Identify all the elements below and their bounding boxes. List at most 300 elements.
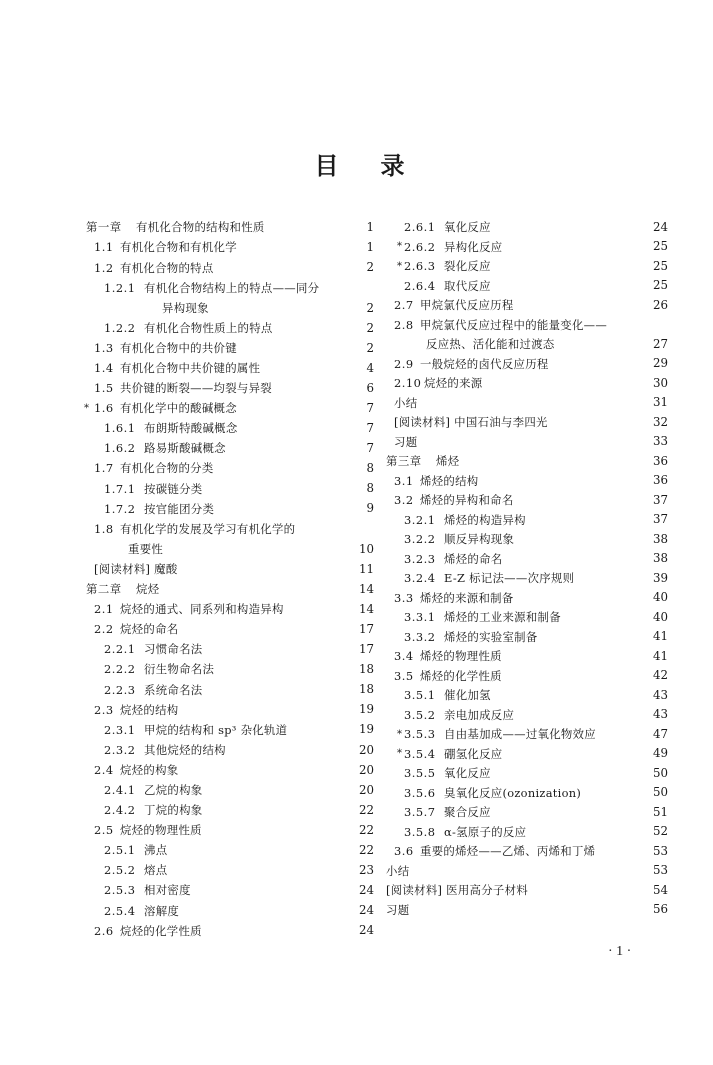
entry-number: 1.8 (94, 521, 114, 536)
toc-entry[interactable] (86, 841, 374, 861)
entry-page: 17 (358, 642, 374, 657)
entry-number: 3.3.2 (404, 629, 436, 644)
dot-leader (206, 805, 355, 817)
entry-number: 3.3 (394, 590, 414, 605)
entry-title: 甲烷氯代反应历程 (420, 298, 514, 313)
entry-number: 3.1 (394, 473, 414, 488)
dot-leader (218, 503, 356, 515)
entry-page: 24 (652, 219, 668, 234)
entry-title: 溶解度 (144, 903, 180, 918)
toc-entry[interactable] (86, 379, 374, 399)
dot-leader (530, 514, 649, 526)
toc-entry[interactable] (386, 530, 668, 550)
dot-leader (206, 483, 356, 495)
toc-entry[interactable] (386, 686, 668, 706)
dot-leader (182, 765, 355, 777)
toc-entry[interactable] (86, 901, 374, 921)
dot-leader (421, 436, 649, 448)
toc-entry[interactable] (86, 781, 374, 801)
entry-title: [阅读材料] 中国石油与李四光 (394, 415, 548, 430)
entry-number: 2.6.2 (404, 239, 436, 254)
toc-entry[interactable] (86, 278, 374, 298)
entry-number: 3.5.4 (404, 746, 436, 761)
entry-number: 2.7 (394, 298, 414, 313)
dot-leader (486, 378, 649, 390)
toc-entry[interactable] (86, 720, 374, 740)
toc-entry[interactable] (386, 784, 668, 804)
dot-leader (506, 748, 649, 760)
entry-page: 38 (652, 531, 668, 546)
entry-page: 32 (652, 414, 668, 429)
toc-entry[interactable] (386, 472, 668, 492)
entry-title: 有机化合物的分类 (120, 461, 214, 476)
entry-number: 2.8 (394, 317, 414, 332)
entry-page: 36 (652, 473, 668, 488)
toc-entry[interactable] (86, 761, 374, 781)
entry-page: 25 (652, 258, 668, 273)
entry-page: 36 (652, 453, 668, 468)
optional-marker: * (397, 260, 402, 272)
entry-title: E-Z 标记法——次序规则 (444, 571, 575, 586)
entry-page: 47 (652, 726, 668, 741)
entry-title: 有机化合物性质上的特点 (144, 320, 273, 335)
entry-number: 1.7.2 (104, 501, 136, 516)
toc-entry[interactable] (86, 700, 374, 720)
dot-leader (506, 241, 649, 253)
entry-title: 衍生物命名法 (144, 662, 215, 677)
toc-entry[interactable] (386, 355, 668, 375)
dot-leader (182, 704, 355, 716)
entry-page: 51 (652, 804, 668, 819)
dot-leader (163, 584, 355, 596)
entry-title: 烯烃的构造异构 (444, 512, 526, 527)
dot-leader (495, 280, 649, 292)
entry-number: 1.6.1 (104, 421, 136, 436)
toc-entry-continuation[interactable] (86, 298, 374, 318)
entry-title: 乙烷的构象 (144, 782, 203, 797)
toc-entry[interactable] (386, 511, 668, 531)
dot-leader (506, 651, 649, 663)
entry-title: 布朗斯特酸碱概念 (144, 421, 238, 436)
entry-number: 3.5.1 (404, 688, 436, 703)
toc-entry[interactable] (386, 569, 668, 589)
toc-entry[interactable] (86, 921, 374, 941)
entry-page: 2 (366, 300, 374, 315)
toc-entry[interactable] (386, 881, 668, 901)
entry-page: 2 (366, 260, 374, 275)
entry-page: 25 (652, 278, 668, 293)
entry-page: 20 (358, 782, 374, 797)
entry-title: 烯烃的工业来源和制备 (444, 610, 561, 625)
toc-entry[interactable] (386, 842, 668, 862)
entry-title: 路易斯酸碱概念 (144, 441, 226, 456)
entry-title: 有机化学中的酸碱概念 (120, 401, 237, 416)
entry-title: 共价键的断裂——均裂与异裂 (120, 381, 272, 396)
title-char-1: 目 (314, 152, 339, 180)
dot-leader (413, 904, 649, 916)
entry-title: 有机化学的发展及学习有机化学的 (120, 521, 296, 536)
toc-entry[interactable] (86, 399, 374, 419)
entry-number: 3.5.5 (404, 766, 436, 781)
toc-entry-continuation[interactable] (386, 335, 668, 355)
entry-page: 42 (652, 668, 668, 683)
toc-entry[interactable] (386, 745, 668, 765)
toc-entry[interactable] (386, 764, 668, 784)
entry-title: 烯烃的来源和制备 (420, 590, 514, 605)
dot-leader (206, 785, 355, 797)
entry-page: 25 (652, 239, 668, 254)
entry-title: 烷烃的构象 (120, 762, 179, 777)
entry-page: 37 (652, 492, 668, 507)
entry-number: 第三章 (386, 454, 422, 469)
entry-number: 2.5.1 (104, 843, 136, 858)
toc-entry[interactable] (86, 258, 374, 278)
entry-page: 29 (652, 356, 668, 371)
toc-entry[interactable] (86, 339, 374, 359)
entry-number: 3.6 (394, 844, 414, 859)
entry-number: 2.2 (94, 622, 114, 637)
entry-number: 1.6 (94, 401, 114, 416)
entry-number: 2.3.2 (104, 742, 136, 757)
toc-entry[interactable] (86, 499, 374, 519)
entry-page: 50 (652, 765, 668, 780)
entry-page: 7 (366, 400, 374, 415)
toc-entry[interactable] (386, 413, 668, 433)
entry-title: 烷烃的通式、同系列和构造异构 (120, 602, 284, 617)
entry-title: 烯烃的异构和命名 (420, 493, 514, 508)
entry-title: 裂化反应 (444, 259, 491, 274)
entry-title: 小结 (394, 395, 418, 410)
entry-title: 烯烃 (436, 454, 460, 469)
entry-page: 52 (652, 824, 668, 839)
entry-title: 熔点 (144, 863, 168, 878)
toc-entry[interactable] (86, 600, 374, 620)
entry-page: 20 (358, 762, 374, 777)
entry-title: 沸点 (144, 843, 168, 858)
toc-entry[interactable] (386, 667, 668, 687)
toc-entry[interactable] (386, 608, 668, 628)
entry-number: 2.5.3 (104, 883, 136, 898)
dot-leader (495, 261, 649, 273)
toc-entry[interactable] (86, 660, 374, 680)
toc-entry[interactable] (386, 725, 668, 745)
entry-number: 3.5.8 (404, 824, 436, 839)
entry-title-continued: 反应热、活化能和过渡态 (426, 337, 555, 352)
toc-entry[interactable] (86, 861, 374, 881)
entry-number: 3.5.7 (404, 805, 436, 820)
entry-page: 23 (358, 863, 374, 878)
toc-entry[interactable] (86, 419, 374, 439)
toc-entry[interactable] (86, 459, 374, 479)
entry-number: 1.1 (94, 240, 114, 255)
entry-number: 3.5 (394, 668, 414, 683)
toc-entry[interactable] (86, 640, 374, 660)
entry-number: 3.5.6 (404, 785, 436, 800)
entry-title: 烷烃的物理性质 (120, 823, 202, 838)
optional-marker: * (397, 748, 402, 760)
entry-number: 1.4 (94, 361, 114, 375)
entry-page: 30 (652, 375, 668, 390)
entry-title: [阅读材料] 魔酸 (94, 561, 178, 576)
toc-entry[interactable] (86, 479, 374, 499)
toc-entry[interactable] (86, 620, 374, 640)
toc-entry[interactable] (386, 628, 668, 648)
toc-entry[interactable] (386, 706, 668, 726)
entry-title: 烷烃的来源 (424, 376, 483, 391)
entry-page: 18 (358, 682, 374, 697)
entry-title: 一般烷烃的卤代反应历程 (420, 356, 549, 371)
entry-title: 重要的烯烃——乙烯、丙烯和丁烯 (420, 844, 596, 859)
entry-number: 2.4 (94, 762, 114, 777)
entry-title: 有机化合物和有机化学 (120, 240, 237, 255)
entry-page: 56 (652, 902, 668, 917)
entry-number: 2.1 (94, 602, 114, 617)
dot-leader (242, 423, 356, 435)
toc-entry[interactable] (86, 821, 374, 841)
entry-title: 烯烃的结构 (420, 473, 479, 488)
toc-entry[interactable] (386, 316, 668, 336)
entry-title: 甲烷的结构和 sp³ 杂化轨道 (144, 722, 288, 737)
entry-title: 顺反异构现象 (444, 532, 515, 547)
toc-entry[interactable] (386, 257, 668, 277)
entry-number: 2.6.4 (404, 278, 436, 293)
dot-leader (269, 222, 356, 234)
entry-number: 2.2.2 (104, 662, 136, 677)
toc-entry[interactable] (386, 823, 668, 843)
dot-leader (277, 323, 356, 335)
entry-page: 19 (358, 722, 374, 737)
entry-number: 3.4 (394, 649, 414, 664)
dot-leader (518, 534, 649, 546)
toc-entry[interactable] (386, 277, 668, 297)
toc-left-column (86, 218, 374, 941)
toc-entry[interactable] (386, 647, 668, 667)
entry-title: 有机化合物的结构和性质 (136, 220, 265, 235)
entry-title: 烯烃的实验室制备 (444, 629, 538, 644)
dot-leader (585, 787, 649, 799)
entry-page: 18 (358, 662, 374, 677)
entry-page: 11 (358, 561, 374, 576)
toc-entry[interactable] (86, 680, 374, 700)
dot-leader (518, 300, 649, 312)
dot-leader (264, 363, 356, 375)
entry-number: 2.5.4 (104, 903, 136, 918)
dot-leader (213, 302, 356, 314)
entry-title: 按碳链分类 (144, 481, 203, 496)
entry-page: 24 (358, 883, 374, 898)
toc-entry[interactable] (386, 218, 668, 238)
entry-page: 54 (652, 882, 668, 897)
toc-entry[interactable] (386, 491, 668, 511)
entry-number: 3.3.1 (404, 610, 436, 625)
toc-entry[interactable] (386, 296, 668, 316)
entry-number: 第二章 (86, 582, 122, 597)
entry-title: 习惯命名法 (144, 642, 203, 657)
dot-leader (241, 343, 356, 355)
dot-leader (495, 768, 649, 780)
entry-page: 27 (652, 336, 668, 351)
dot-leader (506, 553, 649, 565)
entry-title: 氧化反应 (444, 766, 491, 781)
dot-leader (230, 443, 356, 455)
dot-leader (195, 885, 355, 897)
entry-page: 14 (358, 601, 374, 616)
dot-leader (413, 865, 649, 877)
toc-entry[interactable] (86, 740, 374, 760)
toc-entry-continuation[interactable] (86, 540, 374, 560)
entry-page: 49 (652, 746, 668, 761)
toc-entry[interactable] (386, 901, 668, 921)
entry-page: 10 (358, 541, 374, 556)
entry-number: 3.2.1 (404, 512, 436, 527)
dot-leader (167, 544, 355, 556)
dot-leader (495, 807, 649, 819)
toc-entry[interactable] (86, 359, 374, 379)
entry-page: 7 (366, 441, 374, 456)
dot-leader (218, 463, 356, 475)
toc-entry[interactable] (86, 318, 374, 338)
dot-leader (182, 624, 355, 636)
dot-leader (171, 845, 355, 857)
entry-number: 2.4.1 (104, 782, 136, 797)
dot-leader (599, 846, 649, 858)
entry-title: 亲电加成反应 (444, 707, 515, 722)
entry-page: 53 (652, 843, 668, 858)
entry-number: 1.2.1 (104, 280, 136, 295)
entry-page: 26 (652, 297, 668, 312)
entry-number: 1.7 (94, 461, 114, 476)
entry-title: 烯烃的化学性质 (420, 668, 502, 683)
entry-title: 有机化合物的特点 (120, 260, 214, 275)
toc-entry[interactable] (386, 452, 668, 472)
page-title (0, 146, 713, 181)
entry-page: 7 (366, 421, 374, 436)
optional-marker: * (84, 402, 89, 414)
entry-title: 烯烃的物理性质 (420, 649, 502, 664)
entry-title: 有机化合物中的共价键 (120, 340, 237, 355)
entry-number: 1.2.2 (104, 320, 136, 335)
entry-number: 2.6.1 (404, 220, 436, 235)
entry-page: 39 (652, 570, 668, 585)
dot-leader (171, 865, 355, 877)
entry-title: 催化加氢 (444, 688, 491, 703)
toc-entry[interactable] (386, 374, 668, 394)
entry-title: 烷烃 (136, 582, 160, 597)
entry-number: 2.5.2 (104, 863, 136, 878)
entry-page: 1 (366, 240, 374, 255)
entry-page: 43 (652, 707, 668, 722)
toc-entry[interactable] (386, 589, 668, 609)
page-number: · 1 · (608, 944, 632, 959)
toc-entry[interactable] (86, 580, 374, 600)
entry-number: 2.2.3 (104, 682, 136, 697)
dot-leader (230, 744, 355, 756)
entry-page: 14 (358, 581, 374, 596)
entry-page: 19 (358, 702, 374, 717)
toc-entry[interactable] (386, 803, 668, 823)
toc-entry[interactable] (386, 550, 668, 570)
entry-title: 系统命名法 (144, 682, 203, 697)
entry-title-continued: 异构现象 (162, 300, 209, 315)
entry-page: 40 (652, 590, 668, 605)
dot-leader (559, 339, 649, 351)
dot-leader (552, 417, 649, 429)
entry-title: 甲烷氯代反应过程中的能量变化—— (420, 317, 608, 332)
entry-page: 41 (652, 629, 668, 644)
entry-number: 2.6 (94, 923, 114, 938)
entry-page: 20 (358, 742, 374, 757)
entry-title: 烷烃的命名 (120, 622, 179, 637)
dot-leader (495, 690, 649, 702)
toc-entry[interactable] (86, 881, 374, 901)
entry-number: 第一章 (86, 220, 122, 235)
entry-page: 50 (652, 785, 668, 800)
entry-title: 自由基加成——过氧化物效应 (444, 727, 596, 742)
toc-entry[interactable] (86, 218, 374, 238)
dot-leader (495, 222, 649, 234)
entry-page: 37 (652, 512, 668, 527)
toc-entry[interactable] (86, 238, 374, 258)
entry-page: 24 (358, 923, 374, 938)
entry-page: 2 (366, 340, 374, 355)
toc-entry[interactable] (86, 519, 374, 539)
toc-entry[interactable] (386, 394, 668, 414)
toc-entry[interactable] (86, 560, 374, 580)
entry-title: 取代反应 (444, 278, 491, 293)
entry-title: 小结 (386, 863, 410, 878)
dot-leader (578, 573, 649, 585)
entry-page: 4 (366, 360, 374, 375)
entry-page: 38 (652, 551, 668, 566)
entry-title: 习题 (394, 434, 418, 449)
toc-entry[interactable] (86, 801, 374, 821)
entry-title: 其他烷烃的结构 (144, 742, 226, 757)
entry-number: 3.2 (394, 493, 414, 508)
entry-page: 24 (358, 903, 374, 918)
dot-leader (506, 670, 649, 682)
entry-title: 有机化合物结构上的特点——同分 (144, 280, 320, 295)
entry-number: 1.7.1 (104, 481, 136, 496)
dot-leader (206, 825, 355, 837)
dot-leader (532, 885, 649, 897)
entry-number: 2.6.3 (404, 259, 436, 274)
entry-page: 22 (358, 802, 374, 817)
entry-page: 33 (652, 434, 668, 449)
dot-leader (182, 564, 355, 576)
dot-leader (218, 262, 356, 274)
toc-entry[interactable] (86, 439, 374, 459)
dot-leader (553, 358, 649, 370)
entry-title: 烷烃的结构 (120, 702, 179, 717)
dot-leader (421, 397, 649, 409)
dot-leader (206, 925, 355, 937)
dot-leader (518, 592, 649, 604)
toc-entry[interactable] (386, 238, 668, 258)
toc-entry[interactable] (386, 862, 668, 882)
entry-title: 习题 (386, 902, 410, 917)
dot-leader (482, 475, 649, 487)
dot-leader (218, 664, 355, 676)
entry-page: 53 (652, 863, 668, 878)
optional-marker: * (397, 241, 402, 253)
entry-title: 烷烃的化学性质 (120, 923, 202, 938)
entry-number: 2.5 (94, 823, 114, 838)
dot-leader (241, 403, 356, 415)
entry-title: 丁烷的构象 (144, 803, 203, 818)
entry-page: 8 (366, 481, 374, 496)
dot-leader (291, 724, 355, 736)
toc-entry[interactable] (386, 433, 668, 453)
